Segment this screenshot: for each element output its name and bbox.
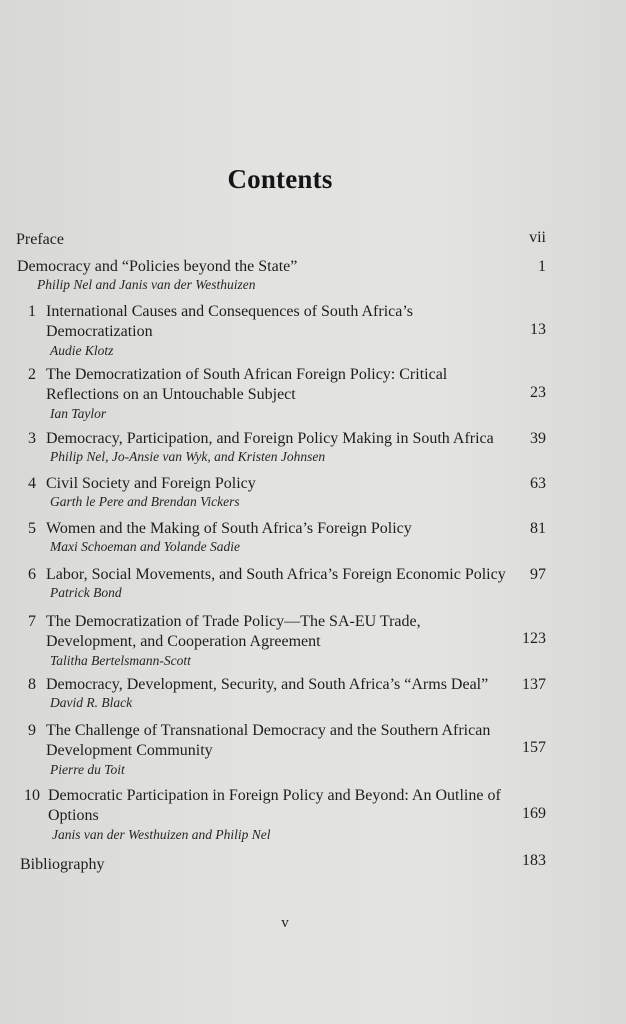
toc-entry-author: Pierre du Toit	[50, 762, 125, 777]
toc-entry-author: Audie Klotz	[50, 343, 114, 358]
toc-page-number: 157	[522, 739, 546, 756]
toc-entry-title-line: The Democratization of South African Foreign Policy: Critical	[46, 366, 448, 383]
toc-page-number: 23	[530, 384, 546, 401]
page-title: Contents	[227, 164, 333, 194]
toc-entry-title-line: Options	[48, 807, 99, 824]
toc-page-number: 123	[522, 630, 546, 647]
toc-entry-title-line: Democracy, Development, Security, and South Africa’s “Arms Deal”	[46, 676, 489, 693]
toc-entry-title-line: Democracy, Participation, and Foreign Policy Making in South Africa	[46, 430, 494, 447]
toc-page-number: 13	[530, 321, 546, 338]
toc-page-number: 137	[522, 676, 546, 693]
chapter-number: 1	[28, 303, 36, 320]
toc-entry-title-line: International Causes and Consequences of South Africa’s	[46, 303, 414, 320]
toc-entry-author: Philip Nel and Janis van der Westhuizen	[37, 277, 256, 292]
chapter-number: 2	[28, 366, 36, 383]
toc-entry-title: Bibliography	[20, 856, 105, 873]
toc-entry-author: Patrick Bond	[50, 585, 122, 600]
toc-entry-author: Garth le Pere and Brendan Vickers	[50, 494, 240, 509]
chapter-number: 6	[28, 566, 36, 583]
toc-page-number: 81	[530, 520, 546, 537]
chapter-number: 10	[24, 787, 40, 804]
toc-entry-title-line: Women and the Making of South Africa’s Foreign Policy	[46, 520, 412, 537]
toc-entry-title-line: Democratic Participation in Foreign Policy and Beyond: An Outline of	[48, 787, 501, 804]
toc-entry-title-line: Reflections on an Untouchable Subject	[46, 386, 296, 403]
toc-page-number: 169	[522, 805, 546, 822]
page-folio: v	[281, 915, 289, 931]
toc-page-number: 1	[538, 258, 546, 275]
toc-entry-title-line: The Democratization of Trade Policy—The SA-EU Trade,	[46, 613, 421, 630]
toc-entry-title-line: The Challenge of Transnational Democracy and the Southern African	[46, 722, 491, 739]
toc-entry-author: Janis van der Westhuizen and Philip Nel	[52, 827, 271, 842]
toc-entry-author: Talitha Bertelsmann-Scott	[50, 653, 191, 668]
toc-entry-title-line: Civil Society and Foreign Policy	[46, 475, 256, 492]
toc-entry-author: David R. Black	[50, 695, 133, 710]
chapter-number: 4	[28, 475, 36, 492]
toc-page-number: 39	[530, 430, 546, 447]
chapter-number: 9	[28, 722, 36, 739]
toc-page-number: 97	[530, 566, 546, 583]
toc-entry-author: Philip Nel, Jo-Ansie van Wyk, and Kristen Johnsen	[50, 449, 326, 464]
chapter-number: 3	[28, 430, 36, 447]
toc-entry-title: Preface	[16, 231, 64, 248]
toc-entry-author: Maxi Schoeman and Yolande Sadie	[50, 539, 240, 554]
chapter-number: 5	[28, 520, 36, 537]
toc-page-number: 183	[522, 852, 546, 869]
chapter-number: 8	[28, 676, 36, 693]
chapter-number: 7	[28, 613, 36, 630]
toc-entry-title-line: Development Community	[46, 742, 213, 759]
toc-entry-title-line: Democratization	[46, 323, 153, 340]
toc-entry-author: Ian Taylor	[50, 406, 107, 421]
toc-entry-title-line: Development, and Cooperation Agreement	[46, 633, 321, 650]
toc-page-number: vii	[529, 229, 546, 246]
toc-entry-title-line: Labor, Social Movements, and South Africa’s Foreign Economic Policy	[46, 566, 506, 583]
toc-entry-title: Democracy and “Policies beyond the State”	[17, 258, 298, 275]
toc-page-number: 63	[530, 475, 546, 492]
